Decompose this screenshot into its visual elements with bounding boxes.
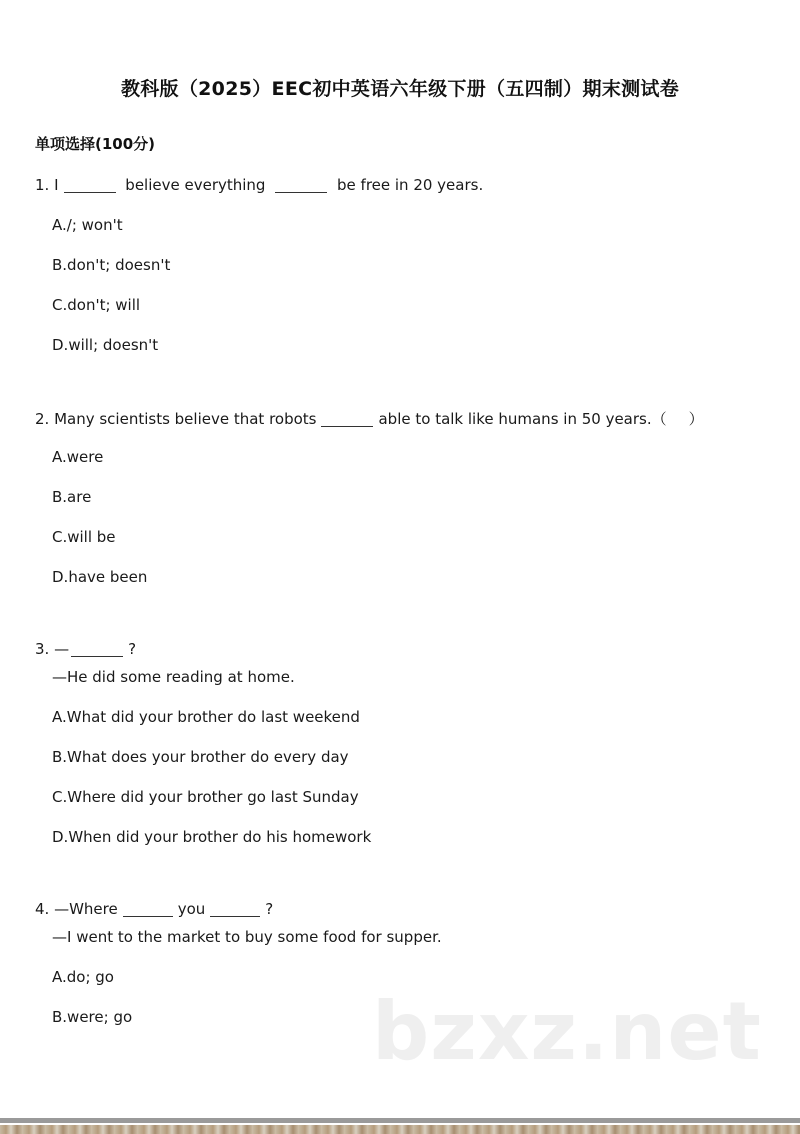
answer-blank [71, 642, 123, 657]
question-2-option-a[interactable]: A.were [52, 448, 104, 466]
question-text: be free in 20 years. [337, 176, 484, 194]
question-2-stem [35, 408, 704, 429]
question-text: you [177, 900, 206, 918]
question-text: ） [688, 410, 704, 428]
section-heading: 单项选择(100分) [35, 135, 156, 153]
answer-blank [123, 902, 173, 917]
question-4-reply: —I went to the market to buy some food for supper. [52, 928, 442, 946]
question-2-option-c[interactable]: C.will be [52, 528, 116, 546]
question-text: believe everything [125, 176, 266, 194]
question-1-option-c[interactable]: C.don't; will [52, 296, 141, 314]
question-3-stem [35, 640, 136, 658]
question-1-option-a[interactable]: A./; won't [52, 216, 123, 234]
answer-blank [321, 412, 373, 427]
question-3-option-c[interactable]: C.Where did your brother go last Sunday [52, 788, 359, 806]
watermark: bzxz.net [372, 985, 762, 1078]
question-2-option-d[interactable]: D.have been [52, 568, 148, 586]
question-4-option-a[interactable]: A.do; go [52, 968, 114, 986]
question-text: 4. —Where [35, 900, 118, 918]
question-2-option-b[interactable]: B.are [52, 488, 92, 506]
question-4-option-b[interactable]: B.were; go [52, 1008, 133, 1026]
question-3-option-a[interactable]: A.What did your brother do last weekend [52, 708, 360, 726]
question-1-option-b[interactable]: B.don't; doesn't [52, 256, 171, 274]
question-3-option-b[interactable]: B.What does your brother do every day [52, 748, 349, 766]
question-3-option-d[interactable]: D.When did your brother do his homework [52, 828, 372, 846]
question-text: 1. I [35, 176, 59, 194]
page-title: 教科版（2025）EEC初中英语六年级下册（五四制）期末测试卷 [120, 78, 680, 100]
question-1-stem [35, 176, 483, 194]
question-3-reply: —He did some reading at home. [52, 668, 295, 686]
answer-blank [275, 178, 327, 193]
question-text: 3. — [35, 640, 70, 658]
question-text: ? [128, 640, 137, 658]
answer-blank [210, 902, 260, 917]
question-text: 2. Many scientists believe that robots [35, 410, 317, 428]
question-text: able to talk like humans in 50 years.（ [378, 410, 667, 428]
page-bottom-strip [0, 1125, 800, 1134]
question-4-stem [35, 900, 273, 918]
question-1-option-d[interactable]: D.will; doesn't [52, 336, 159, 354]
question-text: ? [265, 900, 274, 918]
page-bottom-divider [0, 1118, 800, 1123]
answer-blank [64, 178, 116, 193]
